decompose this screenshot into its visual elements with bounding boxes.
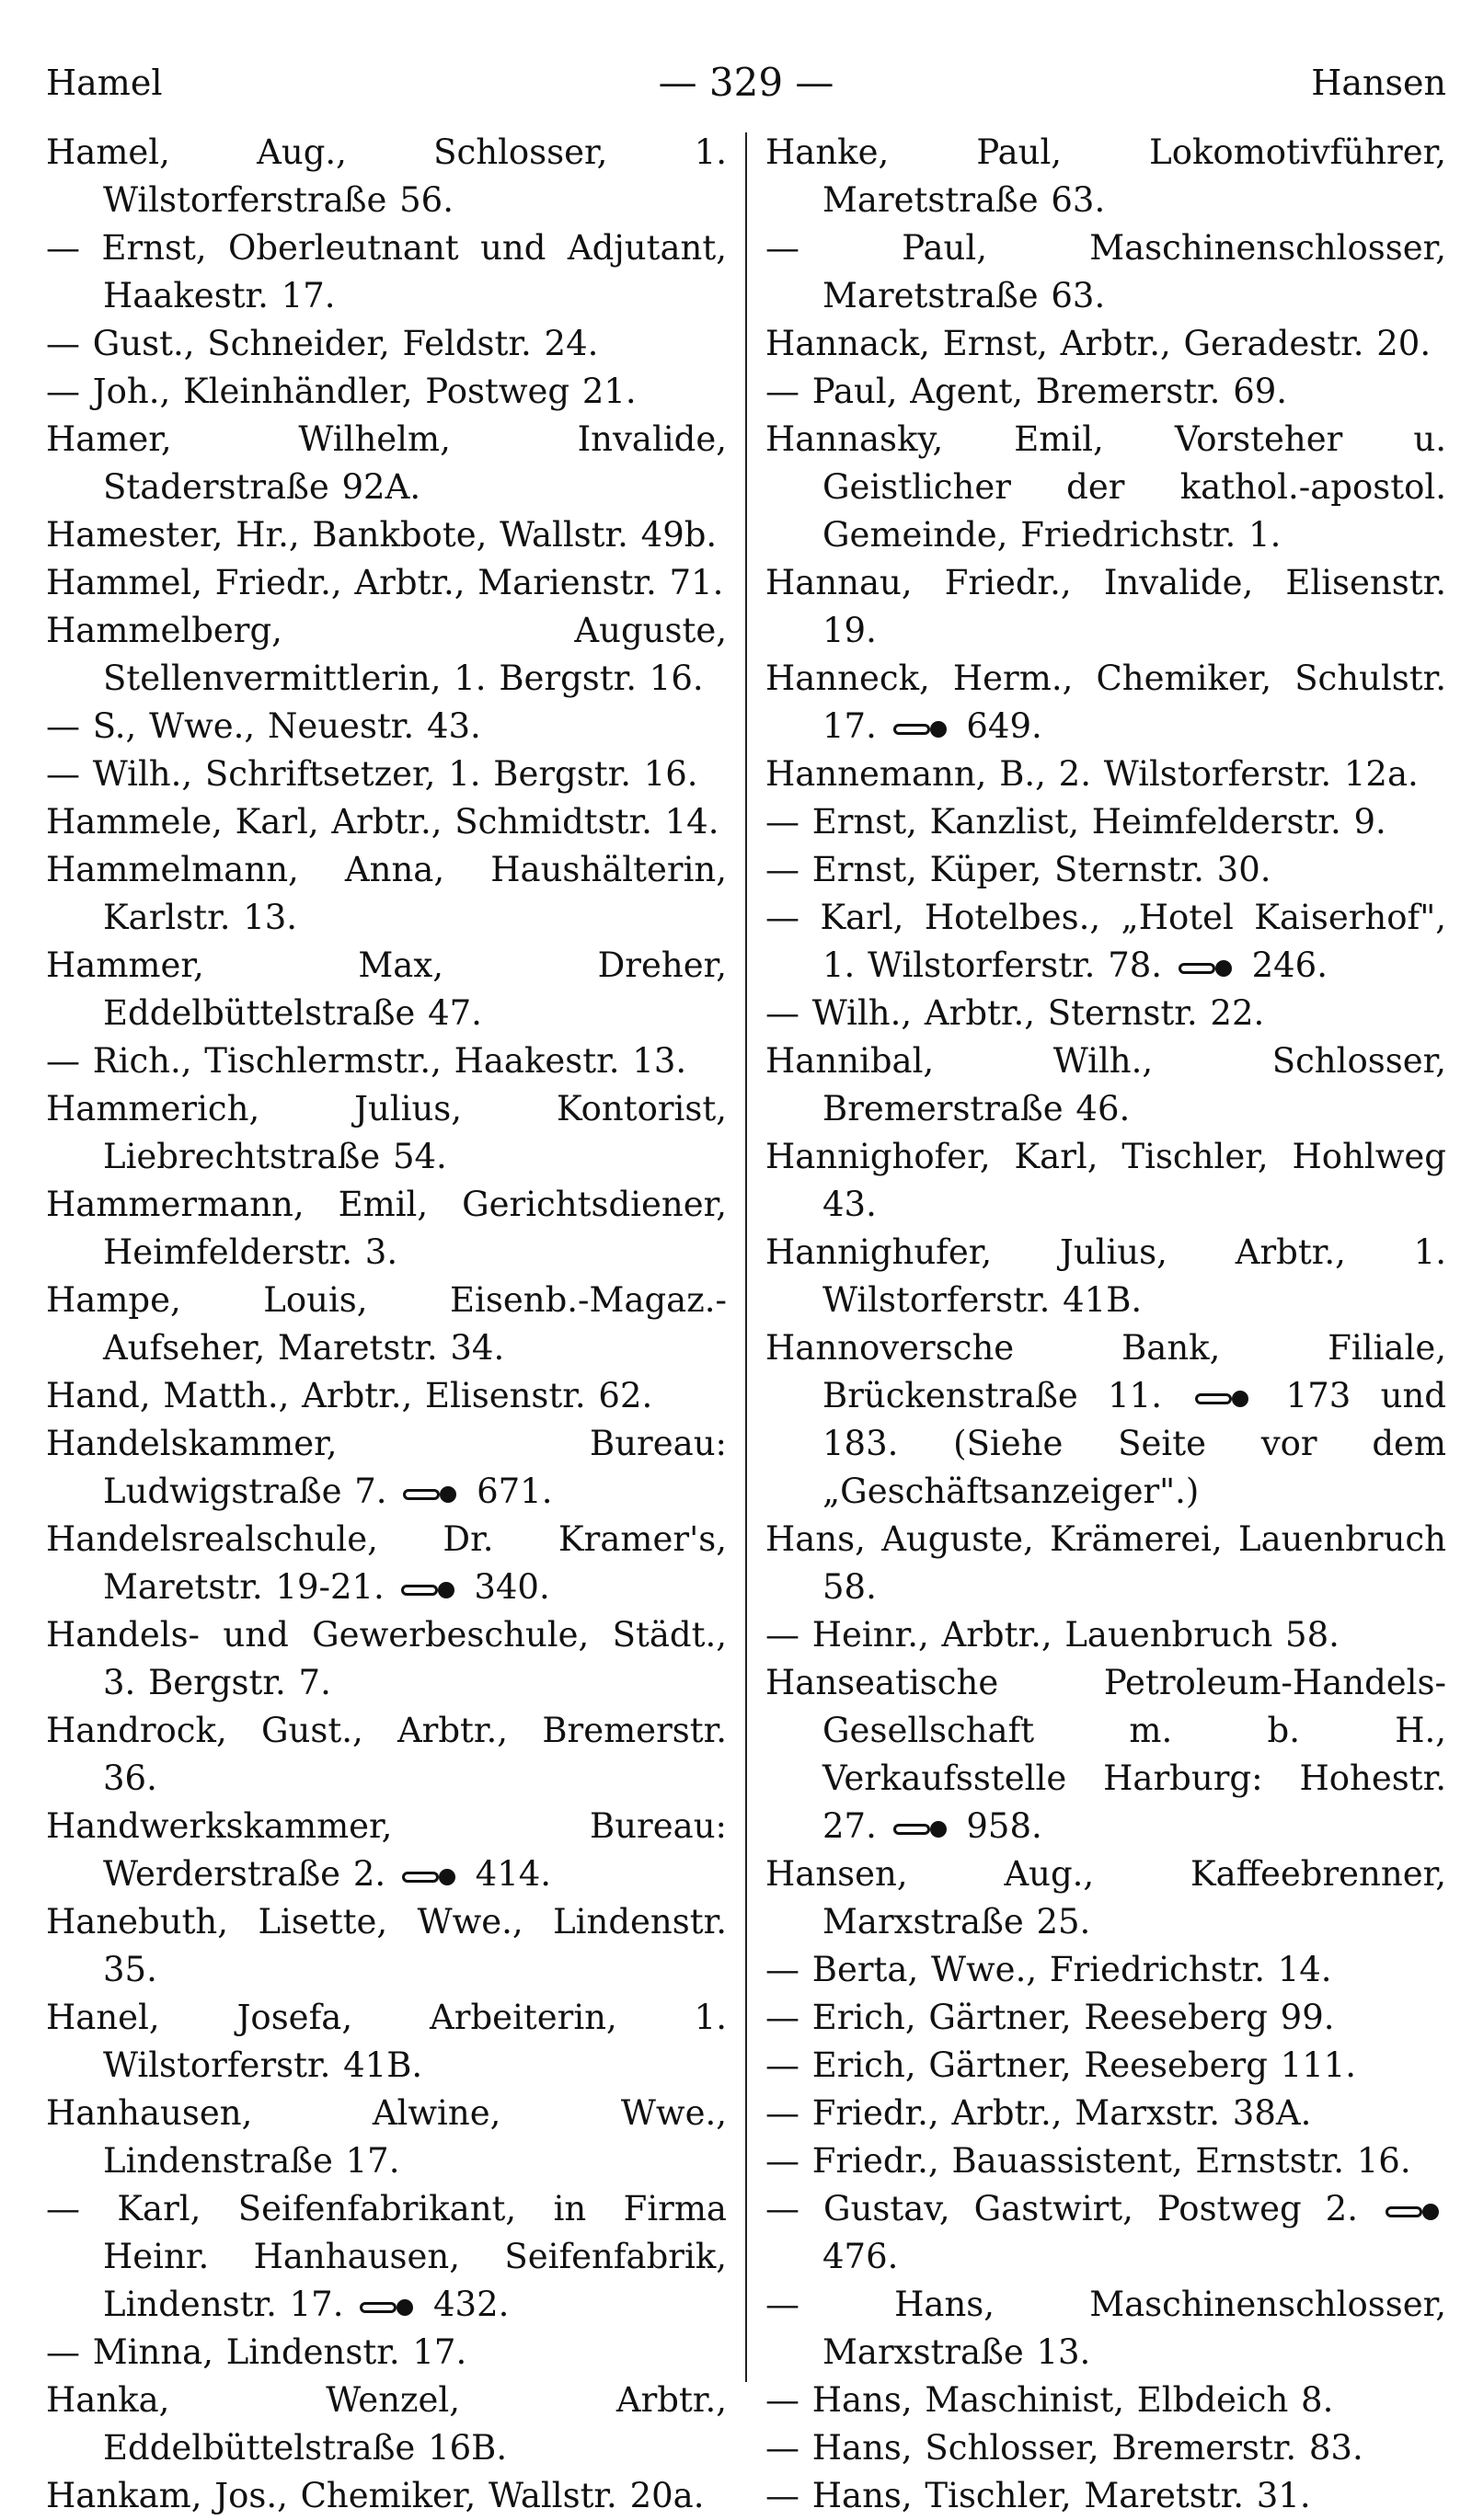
directory-entry: Hannack, Ernst, Arbtr., Geradestr. 20. <box>765 324 1432 363</box>
directory-entry: Hanel, Josefa, Arbeiterin, 1. Wilstorferstr. 41B. <box>46 1998 727 2085</box>
directory-entry: Handelsrealschule, Dr. Kramer's, Maretstr. 19-21. 340. <box>46 1519 727 1607</box>
telephone-icon <box>1179 957 1232 979</box>
directory-entry: — Hans, Schlosser, Bremerstr. 83. <box>765 2428 1363 2468</box>
directory-entry: Hannoversche Bank, Filiale, Brückenstraße 11. 173 und 183. (Siehe Seite vor dem „Geschäftsanzeiger".) <box>765 1328 1446 1511</box>
directory-entry: Hand, Matth., Arbtr., Elisenstr. 62. <box>46 1376 653 1415</box>
telephone-icon <box>893 1818 947 1840</box>
directory-entry: Hannemann, B., 2. Wilstorferstr. 12a. <box>765 754 1419 794</box>
directory-entry: — Paul, Maschinenschlosser, Maretstraße 63. <box>765 228 1446 315</box>
directory-entry: Hammelberg, Auguste, Stellenvermittlerin, 1. Bergstr. 16. <box>46 611 727 698</box>
directory-entry: Hanhausen, Alwine, Wwe., Lindenstraße 17. <box>46 2093 727 2181</box>
telephone-icon <box>360 2297 413 2319</box>
telephone-icon <box>1386 2201 1439 2223</box>
directory-entry: — Gust., Schneider, Feldstr. 24. <box>46 324 599 363</box>
directory-entry: Hanebuth, Lisette, Wwe., Lindenstr. 35. <box>46 1902 727 1989</box>
directory-entry: — Karl, Seifenfabrikant, in Firma Heinr. Hanhausen, Seifenfabrik, Lindenstr. 17. 432. <box>46 2189 727 2324</box>
directory-entry: Hans, Auguste, Krämerei, Lauenbruch 58. <box>765 1519 1446 1607</box>
directory-entry: Hammermann, Emil, Gerichtsdiener, Heimfelderstr. 3. <box>46 1185 727 1272</box>
directory-entry: Hankam, Jos., Chemiker, Wallstr. 20a. <box>46 2476 705 2515</box>
telephone-icon <box>403 1483 456 1506</box>
directory-entry: — Ernst, Kanzlist, Heimfelderstr. 9. <box>765 802 1386 842</box>
left-column <box>46 129 745 2515</box>
directory-entry: — Ernst, Küper, Sternstr. 30. <box>765 850 1271 889</box>
directory-entry: Hammele, Karl, Arbtr., Schmidtstr. 14. <box>46 802 719 842</box>
directory-entry: Hammel, Friedr., Arbtr., Marienstr. 71. <box>46 563 724 602</box>
directory-entry: Hanneck, Herm., Chemiker, Schulstr. 17. 649. <box>765 659 1446 746</box>
telephone-icon <box>402 1866 455 1888</box>
directory-entry: — Wilh., Arbtr., Sternstr. 22. <box>765 993 1265 1033</box>
directory-entry: Hansen, Aug., Kaffeebrenner, Marxstraße 25. <box>765 1854 1446 1942</box>
directory-entry: Hanka, Wenzel, Arbtr., Eddelbüttelstraße 16B. <box>46 2380 727 2468</box>
directory-entry: Hammerich, Julius, Kontorist, Liebrechtstraße 54. <box>46 1089 727 1176</box>
page-header <box>46 46 1446 120</box>
directory-entry: Hanseatische Petroleum-Handels-Gesellschaft m. b. H., Verkaufsstelle Harburg: Hohestr. 27. 958. <box>765 1663 1446 1846</box>
directory-entry: — Wilh., Schriftsetzer, 1. Bergstr. 16. <box>46 754 698 794</box>
directory-entry: — Minna, Lindenstr. 17. <box>46 2332 467 2372</box>
directory-entry: — Karl, Hotelbes., „Hotel Kaiserhof", 1. Wilstorferstr. 78. 246. <box>765 898 1446 985</box>
directory-entry: Hannau, Friedr., Invalide, Elisenstr. 19. <box>765 563 1446 650</box>
page-number: — 329 — <box>658 60 834 105</box>
header-left-keyword: Hamel <box>46 63 163 103</box>
right-column <box>747 129 1446 2515</box>
columns <box>46 129 1446 2515</box>
telephone-icon <box>401 1579 454 1601</box>
directory-entry: Handelskammer, Bureau: Ludwigstraße 7. 671. <box>46 1424 727 1511</box>
header-right-keyword: Hansen <box>1311 63 1446 103</box>
directory-entry: — Joh., Kleinhändler, Postweg 21. <box>46 372 637 411</box>
directory-entry: Hammer, Max, Dreher, Eddelbüttelstraße 47. <box>46 945 727 1033</box>
directory-entry: — Paul, Agent, Bremerstr. 69. <box>765 372 1288 411</box>
directory-entry: — Erich, Gärtner, Reeseberg 111. <box>765 2045 1357 2085</box>
directory-entry: Hamer, Wilhelm, Invalide, Staderstraße 92A. <box>46 419 727 507</box>
directory-entry: — Hans, Tischler, Maretstr. 31. <box>765 2476 1311 2515</box>
directory-entry: Hanke, Paul, Lokomotivführer, Maretstraße 63. <box>765 132 1446 220</box>
directory-entry: Hannighofer, Karl, Tischler, Hohlweg 43. <box>765 1137 1446 1224</box>
directory-entry: — Berta, Wwe., Friedrichstr. 14. <box>765 1950 1332 1989</box>
directory-entry: — Rich., Tischlermstr., Haakestr. 13. <box>46 1041 687 1081</box>
directory-entry: Hamel, Aug., Schlosser, 1. Wilstorferstraße 56. <box>46 132 727 220</box>
directory-entry: — Friedr., Arbtr., Marxstr. 38A. <box>765 2093 1312 2133</box>
directory-entry: Hampe, Louis, Eisenb.-Magaz.-Aufseher, Maretstr. 34. <box>46 1280 727 1368</box>
directory-entry: Hammelmann, Anna, Haushälterin, Karlstr. 13. <box>46 850 727 937</box>
directory-entry: — Erich, Gärtner, Reeseberg 99. <box>765 1998 1335 2037</box>
directory-entry: — Hans, Maschinist, Elbdeich 8. <box>765 2380 1334 2420</box>
directory-entry: Hannibal, Wilh., Schlosser, Bremerstraße 46. <box>765 1041 1446 1128</box>
directory-entry: — Friedr., Bauassistent, Ernststr. 16. <box>765 2141 1411 2181</box>
directory-entry: — Hans, Maschinenschlosser, Marxstraße 13. <box>765 2285 1446 2372</box>
directory-entry: Hamester, Hr., Bankbote, Wallstr. 49b. <box>46 515 718 555</box>
directory-entry: Handwerkskammer, Bureau: Werderstraße 2. 414. <box>46 1806 727 1894</box>
telephone-icon <box>1195 1388 1248 1410</box>
directory-entry: — Heinr., Arbtr., Lauenbruch 58. <box>765 1615 1340 1655</box>
directory-entry: — Gustav, Gastwirt, Postweg 2. 476. <box>765 2185 1446 2281</box>
directory-entry: Hannighufer, Julius, Arbtr., 1. Wilstorferstr. 41B. <box>765 1232 1446 1320</box>
directory-entry: — Ernst, Oberleutnant und Adjutant, Haakestr. 17. <box>46 228 727 315</box>
directory-entry: — S., Wwe., Neuestr. 43. <box>46 706 481 746</box>
directory-entry: Handrock, Gust., Arbtr., Bremerstr. 36. <box>46 1711 727 1798</box>
directory-entry: Handels- und Gewerbeschule, Städt., 3. Bergstr. 7. <box>46 1615 727 1702</box>
telephone-icon <box>893 718 947 740</box>
directory-entry: Hannasky, Emil, Vorsteher u. Geistlicher der kathol.-apostol. Gemeinde, Friedrichstr. 1. <box>765 419 1446 555</box>
